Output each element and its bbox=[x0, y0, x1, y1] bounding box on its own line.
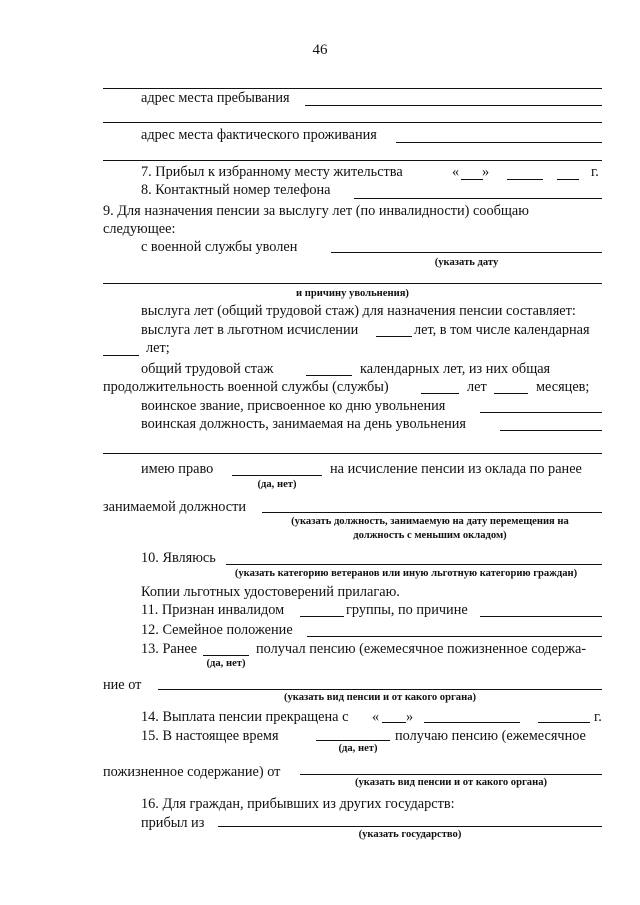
quote-close: » bbox=[406, 709, 414, 725]
calendar-years-field[interactable] bbox=[103, 355, 139, 356]
label-copies: Копии льготных удостоверений прилагаю. bbox=[141, 584, 400, 600]
label-item-9: 9. Для назначения пенсии за выслугу лет (по инвалидности) сообщаю bbox=[103, 203, 529, 219]
label-preferential-cont: лет, в том числе календарная bbox=[414, 322, 590, 338]
hint-yes-no: (да, нет) bbox=[206, 658, 246, 669]
arrival-month-field[interactable] bbox=[507, 179, 543, 180]
termination-year-field[interactable] bbox=[538, 722, 590, 723]
label-military-duration: продолжительность военной службы (службы) bbox=[103, 379, 389, 395]
quote-open: « bbox=[452, 164, 460, 180]
hint-yes-no: (да, нет) bbox=[338, 743, 378, 754]
military-position-field-cont[interactable] bbox=[103, 453, 602, 454]
termination-day-field[interactable] bbox=[382, 722, 406, 723]
page-number: 46 bbox=[312, 42, 328, 58]
year-suffix: г. bbox=[594, 709, 602, 725]
label-item-15-cont: получаю пенсию (ежемесячное bbox=[395, 728, 586, 744]
discharge-reason-field[interactable] bbox=[103, 283, 602, 284]
arrival-day-field[interactable] bbox=[461, 179, 483, 180]
label-service-length: выслуга лет (общий трудовой стаж) для назначения пенсии составляет: bbox=[141, 303, 576, 319]
blank-line bbox=[103, 160, 602, 161]
label-item-13-cont: получал пенсию (ежемесячное пожизненное содержа- bbox=[256, 641, 587, 657]
military-rank-field[interactable] bbox=[480, 412, 602, 413]
hint-date: (указать дату bbox=[434, 257, 499, 268]
label-item-13-end: ние от bbox=[103, 677, 142, 693]
hint-category: (указать категорию ветеранов или иную льготную категорию граждан) bbox=[234, 568, 578, 579]
label-have-right-cont: на исчисление пенсии из оклада по ранее bbox=[330, 461, 582, 477]
label-military-rank: воинское звание, присвоенное ко дню увольнения bbox=[141, 398, 446, 414]
label-military-position: воинская должность, занимаемая на день увольнения bbox=[141, 416, 466, 432]
hint-state: (указать государство) bbox=[358, 829, 462, 840]
hint-position-cont: должность с меньшим окладом) bbox=[353, 530, 507, 541]
hint-yes-no: (да, нет) bbox=[257, 479, 297, 490]
label-item-16: 16. Для граждан, прибывших из других государств: bbox=[141, 796, 455, 812]
label-duration-months: месяцев; bbox=[536, 379, 590, 395]
label-total-experience: общий трудовой стаж bbox=[141, 361, 274, 377]
label-preferential: выслуга лет в льготном исчислении bbox=[141, 322, 359, 338]
marital-status-field[interactable] bbox=[307, 636, 602, 637]
quote-close: » bbox=[482, 164, 490, 180]
current-pension-field[interactable] bbox=[316, 740, 390, 741]
label-years: лет; bbox=[146, 340, 170, 356]
label-item-15-end: пожизненное содержание) от bbox=[103, 764, 281, 780]
right-yes-no-field[interactable] bbox=[232, 475, 322, 476]
duration-years-field[interactable] bbox=[421, 393, 459, 394]
label-item-11: 11. Признан инвалидом bbox=[141, 602, 285, 618]
label-item-9-cont: следующее: bbox=[103, 221, 176, 237]
quote-open: « bbox=[372, 709, 380, 725]
arrived-from-state-field[interactable] bbox=[218, 826, 602, 827]
actual-address-field[interactable] bbox=[396, 142, 602, 143]
label-item-11-cont: группы, по причине bbox=[346, 602, 468, 618]
military-position-field[interactable] bbox=[500, 430, 602, 431]
disability-group-field[interactable] bbox=[300, 616, 344, 617]
duration-months-field[interactable] bbox=[494, 393, 528, 394]
blank-line bbox=[103, 122, 602, 123]
blank-line bbox=[103, 88, 602, 89]
hint-pension-source: (указать вид пенсии и от какого органа) bbox=[354, 777, 548, 788]
label-item-10: 10. Являюсь bbox=[141, 550, 216, 566]
total-experience-field[interactable] bbox=[306, 375, 352, 376]
label-item-13: 13. Ранее bbox=[141, 641, 198, 657]
label-item-14: 14. Выплата пенсии прекращена с bbox=[141, 709, 349, 725]
previous-pension-field[interactable] bbox=[203, 655, 249, 656]
label-duration-years: лет bbox=[467, 379, 487, 395]
label-actual-address: адрес места фактического проживания bbox=[141, 127, 377, 143]
discharge-date-field[interactable] bbox=[331, 252, 602, 253]
label-phone: 8. Контактный номер телефона bbox=[141, 182, 331, 198]
label-stay-address: адрес места пребывания bbox=[141, 90, 290, 106]
hint-reason: и причину увольнения) bbox=[296, 288, 409, 299]
preferential-years-field[interactable] bbox=[376, 336, 412, 337]
category-field[interactable] bbox=[226, 564, 602, 565]
label-occupied-position: занимаемой должности bbox=[103, 499, 247, 515]
phone-field[interactable] bbox=[354, 198, 602, 199]
label-military-discharge: с военной службы уволен bbox=[141, 239, 298, 255]
label-have-right: имею право bbox=[141, 461, 214, 477]
label-item-15: 15. В настоящее время bbox=[141, 728, 279, 744]
previous-pension-source-field[interactable] bbox=[158, 689, 602, 690]
occupied-position-field[interactable] bbox=[262, 512, 602, 513]
stay-address-field[interactable] bbox=[305, 105, 602, 106]
termination-month-field[interactable] bbox=[424, 722, 520, 723]
year-suffix: г. bbox=[591, 164, 599, 180]
label-arrived-from: прибыл из bbox=[141, 815, 205, 831]
hint-position: (указать должность, занимаемую на дату перемещения на bbox=[291, 516, 569, 527]
label-item-12: 12. Семейное положение bbox=[141, 622, 293, 638]
label-total-experience-cont: календарных лет, из них общая bbox=[360, 361, 551, 377]
hint-pension-source: (указать вид пенсии и от какого органа) bbox=[283, 692, 477, 703]
label-arrived: 7. Прибыл к избранному месту жительства bbox=[141, 164, 403, 180]
arrival-year-field[interactable] bbox=[557, 179, 579, 180]
disability-reason-field[interactable] bbox=[480, 616, 602, 617]
current-pension-source-field[interactable] bbox=[300, 774, 602, 775]
